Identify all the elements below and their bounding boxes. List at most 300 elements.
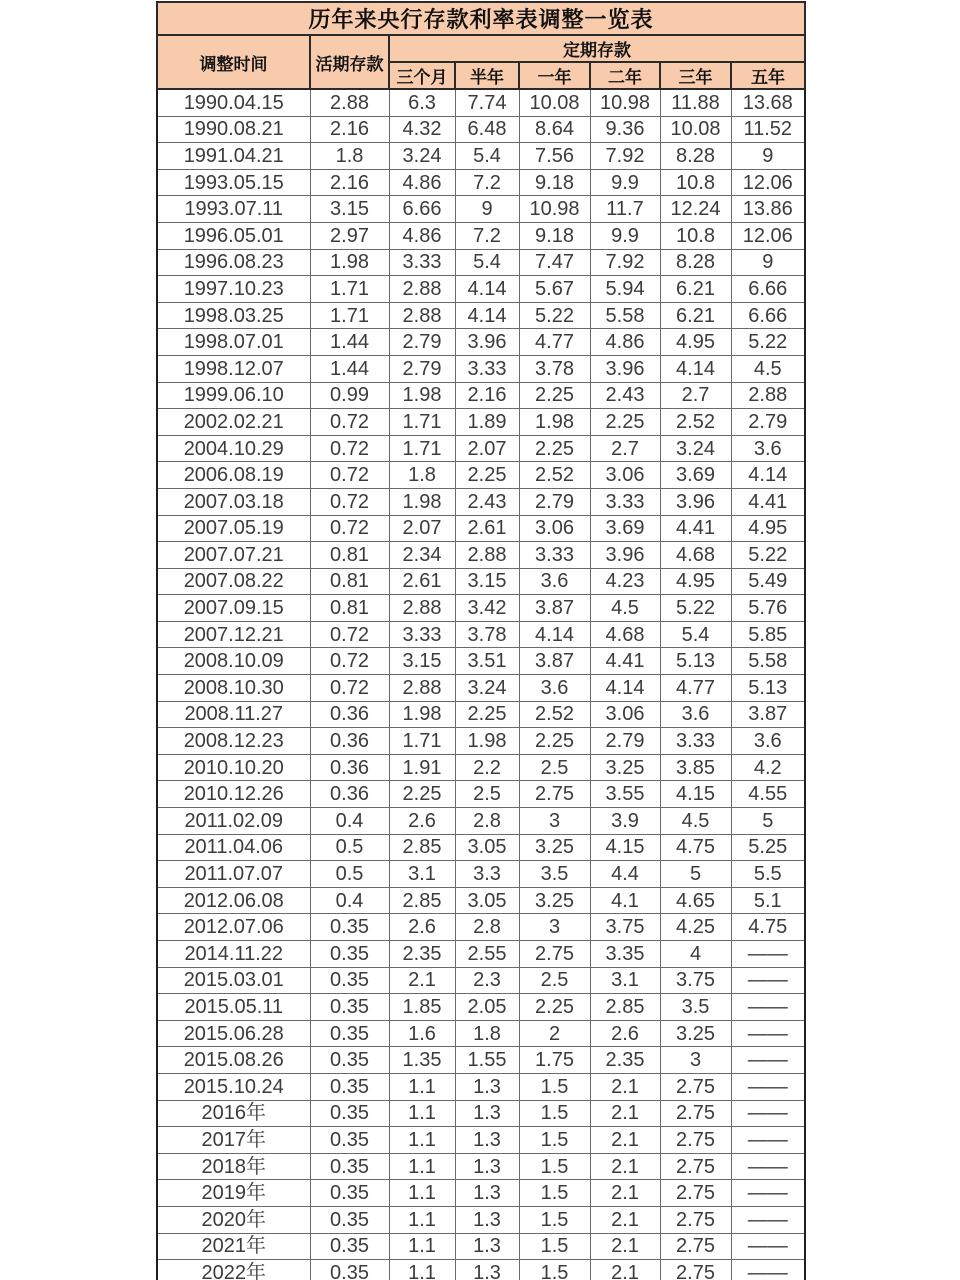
rate-cell: 0.35 xyxy=(310,914,389,941)
rate-cell: 2.2 xyxy=(455,754,519,781)
rate-cell: 2.79 xyxy=(519,488,590,515)
rate-cell: 1.5 xyxy=(519,1073,590,1100)
rate-cell: 2.75 xyxy=(660,1206,731,1233)
rate-cell: 1.1 xyxy=(389,1260,455,1280)
rate-cell: 1.5 xyxy=(519,1233,590,1260)
rate-cell: 3.33 xyxy=(455,355,519,382)
table-row xyxy=(157,1260,805,1280)
rate-cell: 5.67 xyxy=(519,276,590,303)
rate-cell: 3.3 xyxy=(455,861,519,888)
table-row xyxy=(157,1020,805,1047)
adjust-date-cell: 1993.05.15 xyxy=(157,169,310,196)
rate-cell: 2.1 xyxy=(590,1153,660,1180)
rate-cell: 1.71 xyxy=(389,409,455,436)
rate-cell: 2.8 xyxy=(455,914,519,941)
rate-cell: 2.75 xyxy=(660,1100,731,1127)
table-row xyxy=(157,276,805,303)
table-row xyxy=(157,382,805,409)
rate-cell: 3 xyxy=(519,914,590,941)
table-row xyxy=(157,914,805,941)
rate-cell: 1.5 xyxy=(519,1100,590,1127)
rate-cell: 8.64 xyxy=(519,116,590,143)
rate-cell: 7.2 xyxy=(455,222,519,249)
rate-cell: 7.74 xyxy=(455,89,519,116)
table-row xyxy=(157,462,805,489)
rate-cell: 2.75 xyxy=(660,1233,731,1260)
rate-cell: 7.92 xyxy=(590,143,660,170)
rate-cell: 3.1 xyxy=(389,861,455,888)
adjust-date-cell: 2014.11.22 xyxy=(157,941,310,968)
rate-cell: 1.1 xyxy=(389,1206,455,1233)
table-row xyxy=(157,701,805,728)
adjust-date-cell: 1996.08.23 xyxy=(157,249,310,276)
rate-cell: 0.35 xyxy=(310,1073,389,1100)
rate-cell: 5.4 xyxy=(660,621,731,648)
adjust-date-cell: 2010.10.20 xyxy=(157,754,310,781)
rate-cell: 3.24 xyxy=(660,435,731,462)
rate-cell: 13.68 xyxy=(731,89,805,116)
rate-cell: 4.4 xyxy=(590,861,660,888)
rate-cell: 0.4 xyxy=(310,887,389,914)
rate-cell: —— xyxy=(731,967,805,994)
rate-cell: 2.85 xyxy=(389,834,455,861)
rate-cell: 2.75 xyxy=(660,1153,731,1180)
rate-cell: 10.8 xyxy=(660,169,731,196)
rate-cell: 0.35 xyxy=(310,1047,389,1074)
rate-cell: 2.6 xyxy=(590,1020,660,1047)
table-row xyxy=(157,808,805,835)
rate-cell: 1.1 xyxy=(389,1127,455,1154)
rate-cell: 1.6 xyxy=(389,1020,455,1047)
rate-cell: 0.36 xyxy=(310,781,389,808)
rate-cell: 4.25 xyxy=(660,914,731,941)
rate-cell: 1.1 xyxy=(389,1153,455,1180)
rate-cell: 3.15 xyxy=(389,648,455,675)
rate-cell: 6.48 xyxy=(455,116,519,143)
rate-cell: 1.3 xyxy=(455,1100,519,1127)
rate-cell: —— xyxy=(731,1233,805,1260)
rate-cell: 4.14 xyxy=(455,276,519,303)
rate-cell: 0.36 xyxy=(310,728,389,755)
rate-cell: 9.36 xyxy=(590,116,660,143)
table-row xyxy=(157,887,805,914)
rate-cell: 5.22 xyxy=(731,542,805,569)
rate-cell: 3.25 xyxy=(590,754,660,781)
rate-cell: 1.3 xyxy=(455,1127,519,1154)
rate-cell: 5.22 xyxy=(731,329,805,356)
rate-cell: 1.98 xyxy=(455,728,519,755)
rate-cell: 2.6 xyxy=(389,808,455,835)
rate-cell: 3 xyxy=(519,808,590,835)
rate-cell: 2.05 xyxy=(455,994,519,1021)
col-header-term: 一年 xyxy=(519,62,590,89)
table-row xyxy=(157,1073,805,1100)
rate-cell: 4.77 xyxy=(519,329,590,356)
rate-cell: 1.8 xyxy=(310,143,389,170)
adjust-date-cell: 2015.05.11 xyxy=(157,994,310,1021)
rate-cell: 3.69 xyxy=(590,515,660,542)
table-row xyxy=(157,435,805,462)
rate-cell: 3.96 xyxy=(455,329,519,356)
table-row xyxy=(157,675,805,702)
rate-cell: 1.98 xyxy=(310,249,389,276)
adjust-date-cell: 2017年 xyxy=(157,1127,310,1154)
table-row xyxy=(157,196,805,223)
rate-cell: 3.75 xyxy=(590,914,660,941)
rate-cell: 1.35 xyxy=(389,1047,455,1074)
rate-cell: 3.87 xyxy=(519,648,590,675)
adjust-date-cell: 2008.12.23 xyxy=(157,728,310,755)
rate-cell: 1.5 xyxy=(519,1127,590,1154)
rate-cell: 3.33 xyxy=(519,542,590,569)
rate-cell: 10.08 xyxy=(519,89,590,116)
rate-cell: 2.1 xyxy=(590,1233,660,1260)
rate-cell: 2.25 xyxy=(455,462,519,489)
rate-cell: 1.44 xyxy=(310,355,389,382)
adjust-date-cell: 2016年 xyxy=(157,1100,310,1127)
adjust-date-cell: 2015.03.01 xyxy=(157,967,310,994)
rate-cell: 1.1 xyxy=(389,1180,455,1207)
rate-cell: 2.97 xyxy=(310,222,389,249)
table-row xyxy=(157,329,805,356)
table-row xyxy=(157,1206,805,1233)
rate-cell: 5 xyxy=(731,808,805,835)
rate-cell: 2.75 xyxy=(660,1180,731,1207)
rate-cell: 4.14 xyxy=(590,675,660,702)
rate-cell: 4.32 xyxy=(389,116,455,143)
rate-cell: 5.85 xyxy=(731,621,805,648)
table-header xyxy=(157,2,805,89)
rate-cell: 0.72 xyxy=(310,488,389,515)
rate-cell: 0.35 xyxy=(310,967,389,994)
rate-cell: 3.25 xyxy=(519,887,590,914)
rate-cell: 2.52 xyxy=(660,409,731,436)
rate-cell: 5.58 xyxy=(590,302,660,329)
adjust-date-cell: 2020年 xyxy=(157,1206,310,1233)
rate-cell: 11.88 xyxy=(660,89,731,116)
adjust-date-cell: 1998.07.01 xyxy=(157,329,310,356)
rate-cell: 4.55 xyxy=(731,781,805,808)
table-row xyxy=(157,1100,805,1127)
rate-cell: 3.33 xyxy=(590,488,660,515)
rate-cell: 10.08 xyxy=(660,116,731,143)
rate-cell: 0.72 xyxy=(310,648,389,675)
rate-cell: 2.25 xyxy=(519,435,590,462)
adjust-date-cell: 1993.07.11 xyxy=(157,196,310,223)
rate-cell: 0.72 xyxy=(310,675,389,702)
rate-cell: 1.5 xyxy=(519,1260,590,1280)
col-header-fixed-deposit-group: 定期存款 xyxy=(389,35,805,62)
rate-cell: 2.88 xyxy=(310,89,389,116)
rate-cell: 11.52 xyxy=(731,116,805,143)
rate-cell: 0.72 xyxy=(310,435,389,462)
rate-cell: 2.88 xyxy=(389,276,455,303)
rate-cell: 3.33 xyxy=(660,728,731,755)
rate-cell: 3.6 xyxy=(660,701,731,728)
adjust-date-cell: 2004.10.29 xyxy=(157,435,310,462)
adjust-date-cell: 2008.11.27 xyxy=(157,701,310,728)
table-row xyxy=(157,143,805,170)
rate-cell: —— xyxy=(731,1047,805,1074)
rate-cell: 3.24 xyxy=(389,143,455,170)
table-row xyxy=(157,994,805,1021)
adjust-date-cell: 2021年 xyxy=(157,1233,310,1260)
rate-cell: 1.71 xyxy=(310,276,389,303)
rate-cell: 1.8 xyxy=(389,462,455,489)
rate-cell: 3.96 xyxy=(590,542,660,569)
rate-cell: 6.66 xyxy=(731,302,805,329)
table-row xyxy=(157,621,805,648)
table-row xyxy=(157,249,805,276)
rate-cell: —— xyxy=(731,1020,805,1047)
rate-cell: 3.35 xyxy=(590,941,660,968)
adjust-date-cell: 2012.06.08 xyxy=(157,887,310,914)
rate-cell: 2.25 xyxy=(519,728,590,755)
rate-cell: 4.2 xyxy=(731,754,805,781)
rate-cell: 0.72 xyxy=(310,409,389,436)
rate-cell: 0.35 xyxy=(310,1180,389,1207)
rate-cell: 8.28 xyxy=(660,143,731,170)
rate-cell: 1.3 xyxy=(455,1073,519,1100)
table-row xyxy=(157,409,805,436)
adjust-date-cell: 1998.12.07 xyxy=(157,355,310,382)
rate-cell: 7.47 xyxy=(519,249,590,276)
rate-cell: 2.79 xyxy=(590,728,660,755)
rate-cell: —— xyxy=(731,1260,805,1280)
rate-cell: 0.35 xyxy=(310,1020,389,1047)
table-row xyxy=(157,648,805,675)
rate-cell: 3.24 xyxy=(455,675,519,702)
rate-cell: 9 xyxy=(731,143,805,170)
adjust-date-cell: 2019年 xyxy=(157,1180,310,1207)
rate-cell: 1.71 xyxy=(310,302,389,329)
rate-cell: 2.7 xyxy=(590,435,660,462)
rate-cell: 5.25 xyxy=(731,834,805,861)
rate-cell: —— xyxy=(731,1153,805,1180)
adjust-date-cell: 2002.02.21 xyxy=(157,409,310,436)
rate-cell: —— xyxy=(731,1073,805,1100)
table-row xyxy=(157,116,805,143)
rate-cell: 2.79 xyxy=(389,355,455,382)
rate-cell: —— xyxy=(731,941,805,968)
rate-cell: —— xyxy=(731,1100,805,1127)
rate-cell: 2.16 xyxy=(310,169,389,196)
rate-cell: 2.1 xyxy=(590,1206,660,1233)
rate-cell: 2.61 xyxy=(389,568,455,595)
rate-cell: 4.14 xyxy=(519,621,590,648)
rate-cell: 0.72 xyxy=(310,621,389,648)
table-row xyxy=(157,595,805,622)
adjust-date-cell: 2006.08.19 xyxy=(157,462,310,489)
rate-cell: 2.7 xyxy=(660,382,731,409)
rate-cell: 1.98 xyxy=(389,488,455,515)
rate-cell: 1.3 xyxy=(455,1260,519,1280)
adjust-date-cell: 2011.07.07 xyxy=(157,861,310,888)
rate-cell: 1.1 xyxy=(389,1233,455,1260)
adjust-date-cell: 1990.04.15 xyxy=(157,89,310,116)
rate-cell: 9.18 xyxy=(519,169,590,196)
rate-cell: 2.5 xyxy=(455,781,519,808)
rate-cell: 1.71 xyxy=(389,728,455,755)
rate-cell: 4.86 xyxy=(590,329,660,356)
rate-cell: 9 xyxy=(455,196,519,223)
rate-cell: 3.15 xyxy=(455,568,519,595)
rate-cell: 2.85 xyxy=(590,994,660,1021)
rate-cell: 0.36 xyxy=(310,754,389,781)
rate-cell: 3.25 xyxy=(660,1020,731,1047)
rate-cell: 3.96 xyxy=(660,488,731,515)
table-row xyxy=(157,1153,805,1180)
rate-cell: 4.5 xyxy=(590,595,660,622)
adjust-date-cell: 2022年 xyxy=(157,1260,310,1280)
rate-cell: 2.1 xyxy=(590,1073,660,1100)
rate-cell: 2.1 xyxy=(590,1100,660,1127)
rate-cell: 2.35 xyxy=(590,1047,660,1074)
title-row xyxy=(157,2,805,35)
deposit-rate-table xyxy=(156,1,806,1280)
rate-cell: 2.75 xyxy=(519,781,590,808)
rate-cell: 2.34 xyxy=(389,542,455,569)
rate-cell: 2.35 xyxy=(389,941,455,968)
adjust-date-cell: 2015.10.24 xyxy=(157,1073,310,1100)
rate-cell: 0.35 xyxy=(310,1260,389,1280)
rate-cell: 1.3 xyxy=(455,1233,519,1260)
rate-cell: —— xyxy=(731,994,805,1021)
rate-cell: 2.1 xyxy=(389,967,455,994)
rate-cell: 4.14 xyxy=(455,302,519,329)
rate-cell: 3.78 xyxy=(455,621,519,648)
rate-cell: 5.49 xyxy=(731,568,805,595)
rate-cell: 5.22 xyxy=(660,595,731,622)
rate-cell: 2.88 xyxy=(389,675,455,702)
rate-cell: 4.5 xyxy=(660,808,731,835)
rate-cell: 2.75 xyxy=(660,1260,731,1280)
rate-cell: 1.89 xyxy=(455,409,519,436)
rate-cell: 4.41 xyxy=(590,648,660,675)
rate-cell: 3.6 xyxy=(731,728,805,755)
rate-cell: 5.22 xyxy=(519,302,590,329)
rate-cell: 4.41 xyxy=(660,515,731,542)
rate-cell: 5 xyxy=(660,861,731,888)
rate-cell: 1.98 xyxy=(389,701,455,728)
rate-cell: 0.5 xyxy=(310,834,389,861)
rate-cell: 2.79 xyxy=(389,329,455,356)
rate-cell: 4 xyxy=(660,941,731,968)
rate-cell: 4.14 xyxy=(731,462,805,489)
rate-cell: 12.06 xyxy=(731,169,805,196)
rate-cell: 1.3 xyxy=(455,1180,519,1207)
rate-cell: 3.05 xyxy=(455,834,519,861)
rate-cell: 3.96 xyxy=(590,355,660,382)
rate-cell: 0.72 xyxy=(310,515,389,542)
rate-cell: 0.35 xyxy=(310,1206,389,1233)
rate-cell: 3.5 xyxy=(519,861,590,888)
rate-cell: 3.06 xyxy=(590,701,660,728)
adjust-date-cell: 2007.03.18 xyxy=(157,488,310,515)
rate-cell: 4.41 xyxy=(731,488,805,515)
rate-cell: 2.79 xyxy=(731,409,805,436)
table-row xyxy=(157,568,805,595)
rate-cell: 2.55 xyxy=(455,941,519,968)
rate-cell: 4.86 xyxy=(389,222,455,249)
adjust-date-cell: 2012.07.06 xyxy=(157,914,310,941)
rate-cell: 4.23 xyxy=(590,568,660,595)
rate-cell: 5.1 xyxy=(731,887,805,914)
rate-cell: 4.86 xyxy=(389,169,455,196)
rate-cell: 2.75 xyxy=(660,1127,731,1154)
rate-cell: 3.75 xyxy=(660,967,731,994)
rate-cell: 5.5 xyxy=(731,861,805,888)
header-row-groups xyxy=(157,35,805,62)
rate-cell: 2.88 xyxy=(389,595,455,622)
rate-cell: 0.35 xyxy=(310,1233,389,1260)
rate-cell: 1.3 xyxy=(455,1206,519,1233)
table-row xyxy=(157,355,805,382)
adjust-date-cell: 2008.10.30 xyxy=(157,675,310,702)
rate-cell: 7.92 xyxy=(590,249,660,276)
rate-cell: 2.8 xyxy=(455,808,519,835)
rate-cell: 13.86 xyxy=(731,196,805,223)
table-row xyxy=(157,302,805,329)
rate-cell: 0.72 xyxy=(310,462,389,489)
rate-cell: 4.1 xyxy=(590,887,660,914)
rate-cell: 9.9 xyxy=(590,169,660,196)
rate-cell: 2.5 xyxy=(519,754,590,781)
adjust-date-cell: 2008.10.09 xyxy=(157,648,310,675)
table-row xyxy=(157,1233,805,1260)
rate-cell: 4.65 xyxy=(660,887,731,914)
rate-cell: 1.5 xyxy=(519,1206,590,1233)
table-title: 历年来央行存款利率表调整一览表 xyxy=(157,2,805,35)
rate-cell: 3.15 xyxy=(310,196,389,223)
rate-cell: 1.5 xyxy=(519,1180,590,1207)
rate-cell: 4.15 xyxy=(660,781,731,808)
rate-cell: 0.5 xyxy=(310,861,389,888)
rate-cell: 3.1 xyxy=(590,967,660,994)
rate-cell: 2.25 xyxy=(455,701,519,728)
rate-cell: 2.5 xyxy=(519,967,590,994)
rate-cell: 9.18 xyxy=(519,222,590,249)
rate-cell: 2.52 xyxy=(519,462,590,489)
table-row xyxy=(157,542,805,569)
rate-cell: 2.43 xyxy=(455,488,519,515)
adjust-date-cell: 2010.12.26 xyxy=(157,781,310,808)
rate-cell: 5.4 xyxy=(455,249,519,276)
rate-cell: 4.77 xyxy=(660,675,731,702)
rate-cell: 3 xyxy=(660,1047,731,1074)
rate-cell: 3.51 xyxy=(455,648,519,675)
rate-cell: 4.68 xyxy=(660,542,731,569)
col-header-adjust-time: 调整时间 xyxy=(157,35,310,89)
rate-cell: 7.2 xyxy=(455,169,519,196)
rate-cell: 1.3 xyxy=(455,1153,519,1180)
rate-cell: 10.8 xyxy=(660,222,731,249)
rate-cell: 1.91 xyxy=(389,754,455,781)
rate-cell: 3.87 xyxy=(731,701,805,728)
rate-cell: 4.14 xyxy=(660,355,731,382)
rate-cell: 2 xyxy=(519,1020,590,1047)
rate-cell: 4.15 xyxy=(590,834,660,861)
rate-cell: 3.87 xyxy=(519,595,590,622)
adjust-date-cell: 2007.08.22 xyxy=(157,568,310,595)
rate-cell: 0.81 xyxy=(310,595,389,622)
rate-cell: 6.3 xyxy=(389,89,455,116)
rate-cell: 4.95 xyxy=(731,515,805,542)
rate-cell: 4.95 xyxy=(660,568,731,595)
rate-cell: 3.06 xyxy=(519,515,590,542)
rate-cell: 2.6 xyxy=(389,914,455,941)
rate-cell: 0.81 xyxy=(310,568,389,595)
